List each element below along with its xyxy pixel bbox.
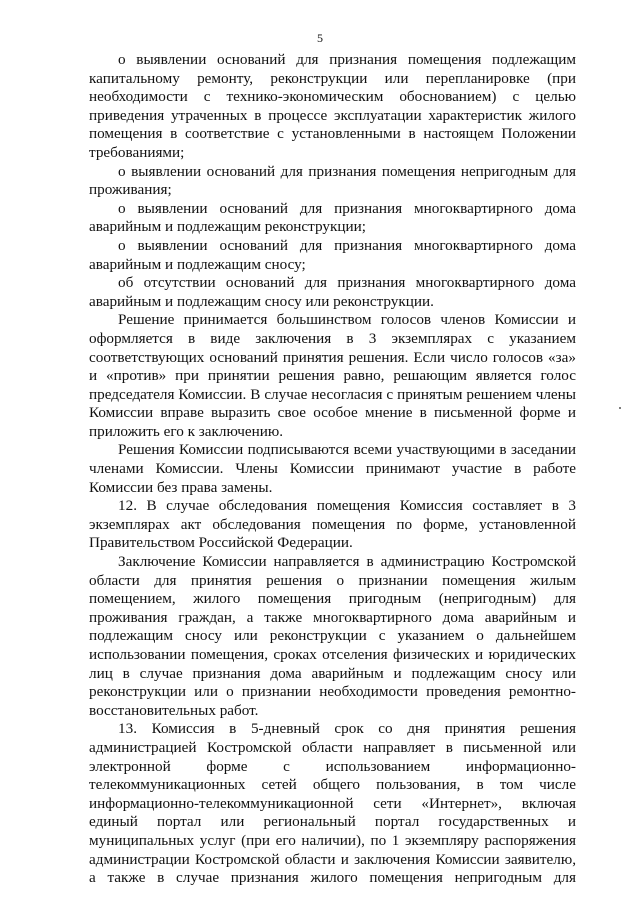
scan-speck bbox=[619, 407, 621, 409]
paragraph-unfit-for-living-grounds: о выявлении оснований для признания помещения непригодным для проживания; bbox=[89, 162, 576, 199]
document-body bbox=[89, 51, 576, 888]
paragraph-no-grounds: об отсутствии оснований для признания многоквартирного дома аварийным и подлежащим сносу или реконструкции. bbox=[89, 274, 576, 310]
paragraph-emergency-demolition-grounds: о выявлении оснований для признания многоквартирного дома аварийным и подлежащим сносу; bbox=[89, 236, 576, 273]
paragraph-conclusion-sent: Заключение Комиссии направляется в администрацию Костромской области для принятия решения о признании помещения жилым помещением, жилого помещения пригодным (непригодным) для проживания граждан, а также многоквартирного дома аварийным и подлежащим сносу или реконструкции с указанием о дальнейшем использовании помещения, сроках отселения физических и юридических лиц в случае признания дома аварийным и подлежащим сносу или реконструкции или о признании необходимости проведения ремонтно-восстановительных работ. bbox=[89, 553, 576, 719]
paragraph-decision-signing: Решения Комиссии подписываются всеми участвующими в заседании членами Комиссии. Члены Комиссии принимают участие в работе Комиссии без права замены. bbox=[89, 441, 576, 496]
paragraph-capital-repair-grounds: о выявлении оснований для признания помещения подлежащим капитальному ремонту, реконструкции или перепланировке (при необходимости с технико-экономическим обоснованием) с целью приведения утраченных в процессе эксплуатации характеристик жилого помещения в соответствие с установленными в настоящем Положении требованиями; bbox=[89, 51, 576, 161]
paragraph-item-12: 12. В случае обследования помещения Комиссия составляет в 3 экземплярах акт обследования помещения по форме, установленной Правительством Российской Федерации. bbox=[89, 497, 576, 552]
paragraph-emergency-reconstruction-grounds: о выявлении оснований для признания многоквартирного дома аварийным и подлежащим реконструкции; bbox=[89, 199, 576, 236]
paragraph-item-13: 13. Комиссия в 5-дневный срок со дня принятия решения администрацией Костромской области направляет в письменной или электронной форме с использованием информационно-телекоммуникационных сетей общего пользования, в том числе информационно-телекоммуникационной сети «Интернет», включая единый портал или региональный портал государственных и муниципальных услуг (при его наличии), по 1 экземпляру распоряжения администрации Костромской области и заключения Комиссии заявителю, а также в случае признания жилого помещения непригодным для bbox=[89, 720, 576, 887]
paragraph-decision-majority: Решение принимается большинством голосов членов Комиссии и оформляется в виде заключения в 3 экземплярах с указанием соответствующих оснований принятия решения. Если число голосов «за» и «против» при принятии решения равно, решающим является голос председателя Комиссии. В случае несогласия с принятым решением члены Комиссии вправе выразить свое особое мнение в письменной форме и приложить его к заключению. bbox=[89, 311, 576, 440]
page-number: 5 bbox=[317, 31, 323, 45]
